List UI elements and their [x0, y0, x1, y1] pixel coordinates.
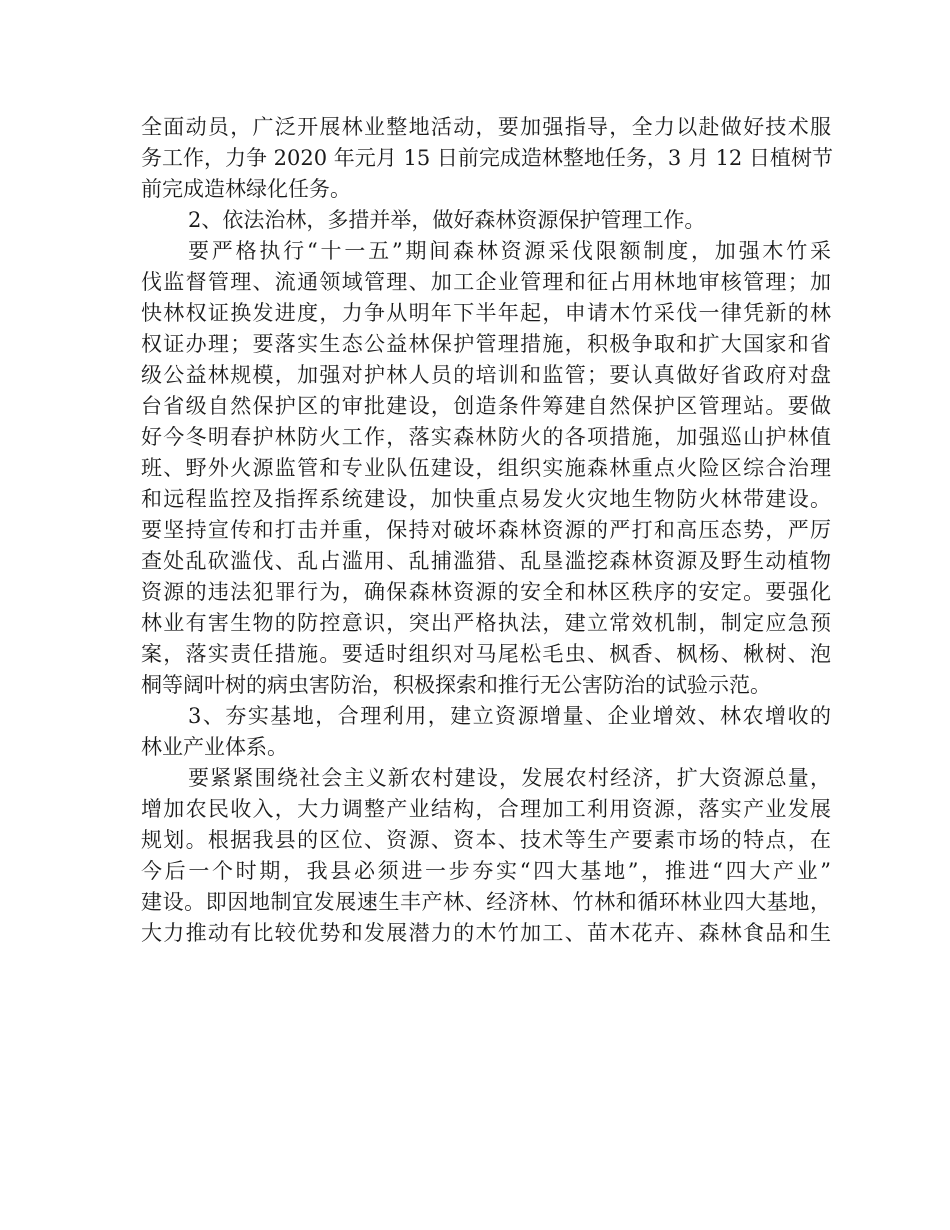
- heading-line: 3、夯实基地，合理利用，建立资源增量、企业增效、林农增收的: [188, 704, 831, 728]
- text-line: 查处乱砍滥伐、乱占滥用、乱捕滥猎、乱垦滥挖森林资源及野生动植物: [141, 549, 831, 573]
- paragraph-forest-protection: [141, 236, 831, 701]
- text-line: 务工作，力争 2020 年元月 15 日前完成造林整地任务，3 月 12 日植树节: [141, 146, 833, 170]
- text-line: 桐等阔叶树的病虫害防治，积极探索和推行无公害防治的试验示范。: [141, 673, 771, 697]
- text-line: 伐监督管理、流通领域管理、加工企业管理和征占用林地审核管理；加: [141, 270, 831, 294]
- text-line: 规划。根据我县的区位、资源、资本、技术等生产要素市场的特点，在: [141, 828, 831, 852]
- section-heading-3: [141, 701, 831, 763]
- paragraph-industry-system: [141, 763, 831, 949]
- heading-line: 林业产业体系。: [141, 735, 288, 759]
- text-line: 增加农民收入，大力调整产业结构，合理加工利用资源，落实产业发展: [141, 797, 831, 821]
- section-heading-2: [141, 205, 831, 236]
- heading-line: 2、依法治林，多措并举，做好森林资源保护管理工作。: [188, 208, 706, 232]
- text-line: 班、野外火源监管和专业队伍建设，组织实施森林重点火险区综合治理: [141, 456, 831, 480]
- text-line: 权证办理；要落实生态公益林保护管理措施，积极争取和扩大国家和省: [141, 332, 831, 356]
- text-line: 要紧紧围绕社会主义新农村建设，发展农村经济，扩大资源总量，: [188, 766, 831, 790]
- text-line: 级公益林规模，加强对护林人员的培训和监管；要认真做好省政府对盘: [141, 363, 831, 387]
- text-line: 大力推动有比较优势和发展潜力的木竹加工、苗木花卉、森林食品和生: [141, 921, 831, 945]
- text-line: 要严格执行“十一五”期间森林资源采伐限额制度，加强木竹采: [188, 239, 831, 263]
- document-page: [141, 112, 831, 949]
- text-line: 今后一个时期，我县必须进一步夯实“四大基地”，推进“四大产业”: [141, 859, 831, 883]
- text-line: 全面动员，广泛开展林业整地活动，要加强指导，全力以赴做好技术服: [141, 115, 831, 139]
- text-line: 前完成造林绿化任务。: [141, 177, 351, 201]
- text-line: 案，落实责任措施。要适时组织对马尾松毛虫、枫香、枫杨、楸树、泡: [141, 642, 831, 666]
- text-line: 好今冬明春护林防火工作，落实森林防火的各项措施，加强巡山护林值: [141, 425, 831, 449]
- text-line: 建设。即因地制宜发展速生丰产林、经济林、竹林和循环林业四大基地，: [141, 890, 831, 914]
- paragraph-continuation: [141, 112, 831, 205]
- text-line: 林业有害生物的防控意识，突出严格执法，建立常效机制，制定应急预: [141, 611, 831, 635]
- text-line: 资源的违法犯罪行为，确保森林资源的安全和林区秩序的安定。要强化: [141, 580, 831, 604]
- text-line: 快林权证换发进度，力争从明年下半年起，申请木竹采伐一律凭新的林: [141, 301, 831, 325]
- text-line: 要坚持宣传和打击并重，保持对破坏森林资源的严打和高压态势，严厉: [141, 518, 831, 542]
- text-line: 和远程监控及指挥系统建设，加快重点易发火灾地生物防火林带建设。: [141, 487, 831, 511]
- text-line: 台省级自然保护区的审批建设，创造条件筹建自然保护区管理站。要做: [141, 394, 831, 418]
